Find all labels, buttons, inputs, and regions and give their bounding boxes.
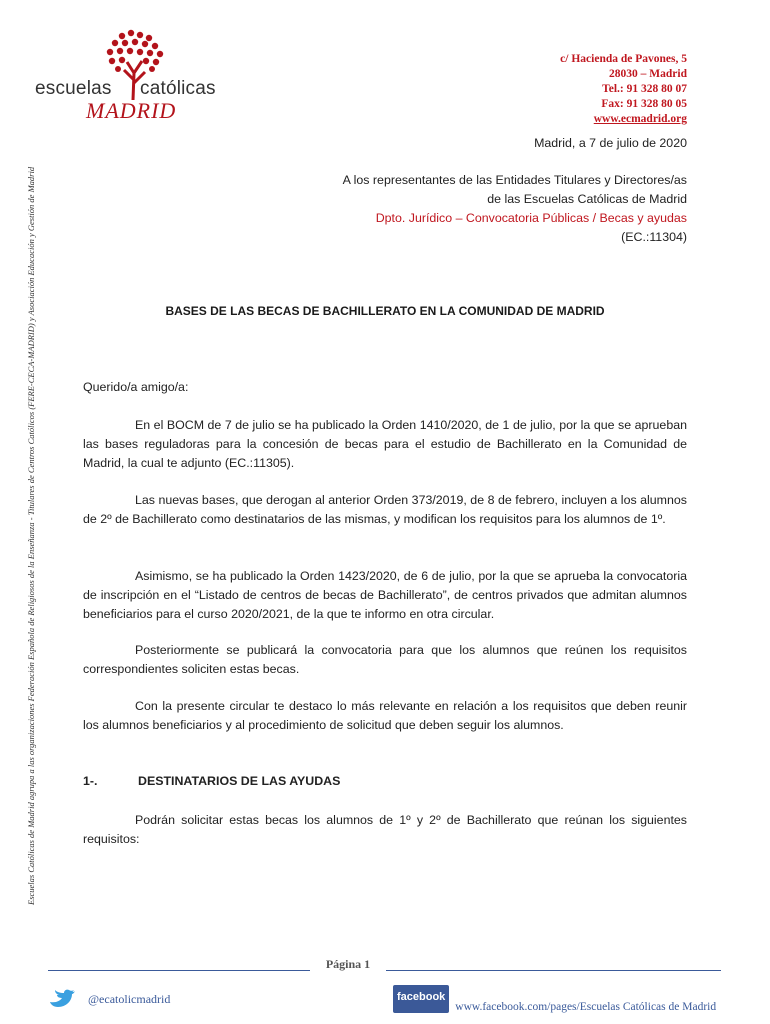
side-legal-text: Escuelas Católicas de Madrid agrupa a las organizaciones Federación Española de Religiosos de la Enseñanza - Titulares de Centros Católicos (FERE-CECA-MADRID) y Asociación Educación y Gestión de Madrid bbox=[26, 166, 36, 905]
greeting: Querido/a amigo/a: bbox=[83, 380, 189, 394]
logo-word-madrid: MADRID bbox=[86, 98, 177, 123]
address-city: 28030 – Madrid bbox=[609, 68, 687, 80]
recipient-line-4: (EC.:11304) bbox=[621, 230, 687, 244]
twitter-bird-icon bbox=[48, 989, 78, 1009]
address-street: c/ Hacienda de Pavones, 5 bbox=[560, 53, 687, 65]
address-fax: Fax: 91 328 80 05 bbox=[601, 98, 687, 110]
twitter-link[interactable] bbox=[48, 989, 170, 1009]
logo bbox=[30, 28, 240, 128]
paragraph-5: Con la presente circular te destaco lo más relevante en relación a los requisitos que deben reunir los alumnos beneficiarios y al procedimiento de solicitud que deben seguir los alumnos. bbox=[83, 699, 687, 732]
paragraph-2: Las nuevas bases, que derogan al anterior Orden 373/2019, de 8 de febrero, incluyen a los alumnos de 2º de Bachillerato como destinatarios de las mismas, y modifican los requisitos para los alumnos de 1º. bbox=[83, 493, 687, 526]
page-number: Página 1 bbox=[325, 957, 371, 971]
section-paragraph: Podrán solicitar estas becas los alumnos de 1º y 2º de Bachillerato que reúnan los siguientes requisitos: bbox=[83, 813, 687, 846]
recipient-line-3: Dpto. Jurídico – Convocatoria Públicas / Becas y ayudas bbox=[375, 211, 687, 225]
date-line: Madrid, a 7 de julio de 2020 bbox=[534, 136, 687, 150]
logo-word-catolicas: católicas bbox=[140, 78, 216, 99]
recipient-line-1: A los representantes de las Entidades Titulares y Directores/as bbox=[342, 173, 687, 187]
address-tel: Tel.: 91 328 80 07 bbox=[602, 83, 687, 95]
facebook-link[interactable] bbox=[393, 985, 716, 1013]
facebook-url[interactable]: www.facebook.com/pages/Escuelas Católicas de Madrid bbox=[455, 1001, 717, 1013]
address-block bbox=[560, 52, 687, 127]
footer-divider-right bbox=[386, 970, 721, 971]
recipient-block bbox=[343, 171, 687, 247]
logo-word-escuelas: escuelas bbox=[35, 78, 112, 99]
section-number: 1-. bbox=[83, 774, 98, 788]
facebook-icon: facebook bbox=[393, 985, 449, 1013]
paragraph-4: Posteriormente se publicará la convocatoria para que los alumnos que reúnen los requisitos correspondientes soliciten estas becas. bbox=[83, 643, 687, 676]
paragraph-3: Asimismo, se ha publicado la Orden 1423/2020, de 6 de julio, por la que se aprueba la convocatoria de inscripción en el “Listado de centros de becas de Bachillerato”, de centros privados que admitan alumnos beneficiarios para el curso 2020/2021, de la que te informo en otra circular. bbox=[83, 569, 687, 621]
recipient-line-2: de las Escuelas Católicas de Madrid bbox=[487, 192, 687, 206]
footer-divider-left bbox=[48, 970, 310, 971]
section-heading: DESTINATARIOS DE LAS AYUDAS bbox=[138, 774, 341, 788]
document-title: BASES DE LAS BECAS DE BACHILLERATO EN LA COMUNIDAD DE MADRID bbox=[165, 304, 605, 318]
twitter-handle[interactable]: @ecatolicmadrid bbox=[88, 991, 171, 1006]
paragraph-1: En el BOCM de 7 de julio se ha publicado la Orden 1410/2020, de 1 de julio, por la que se aprueban las bases reguladoras para la concesión de becas para el estudio de Bachillerato en la Comunidad de Madrid, la cual te adjunto (EC.:11305). bbox=[83, 418, 687, 470]
address-web-link[interactable]: www.ecmadrid.org bbox=[593, 113, 687, 125]
